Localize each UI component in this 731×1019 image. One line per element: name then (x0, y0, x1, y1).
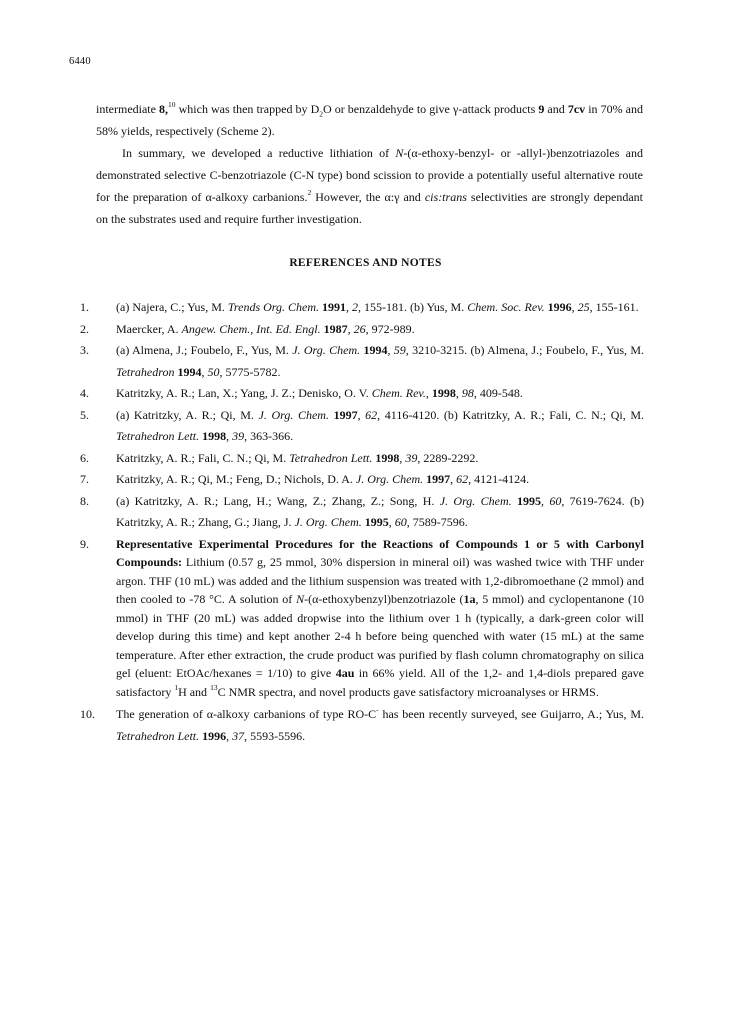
body-text (96, 98, 643, 230)
reference-item: 1. (a) Najera, C.; Yus, M. Trends Org. Chem. 1991, 2, 155-181. (b) Yus, M. Chem. Soc. Rev. 1996, 25, 155-161. (80, 300, 639, 314)
reference-item: 8. (a) Katritzky, A. R.; Lang, H.; Wang, Z.; Zhang, Z.; Song, H. J. Org. Chem. 1995, 60, 7619-7624. (b) Katritzky, A. R.; Zhang, G.; Jiang, J. J. Org. Chem. 1995, 60, 7589-7596. (80, 493, 645, 529)
reference-item: 5. (a) Katritzky, A. R.; Qi, M. J. Org. Chem. 1997, 62, 4116-4120. (b) Katritzky, A. R.; Fali, C. N.; Qi, M. Tetrahedron Lett. 1998, 39, 363-366. (80, 407, 645, 443)
reference-item: 6. Katritzky, A. R.; Fali, C. N.; Qi, M. Tetrahedron Lett. 1998, 39, 2289-2292. (80, 450, 479, 465)
reference-item: 2. Maercker, A. Angew. Chem., Int. Ed. Engl. 1987, 26, 972-989. (80, 321, 415, 336)
references-heading: REFERENCES AND NOTES (289, 257, 442, 269)
reference-item: 7. Katritzky, A. R.; Qi, M.; Feng, D.; Nichols, D. A. J. Org. Chem. 1997, 62, 4121-4124. (80, 472, 530, 486)
paragraph-2: In summary, we developed a reductive lithiation of N-(α-ethoxy-benzyl- or -allyl-)benzotriazoles and demonstrated selective C-benzotriazole (C-N type) bond scission to provide a potentially useful alternative route for the preparation of α-alkoxy carbanions.$^2$ However, the α:γ and cis:trans selectivities are strongly dependant on the substrates used and require further investigation. (96, 146, 643, 226)
reference-item: 9. Representative Experimental Procedures for the Reactions of Compounds 1 or 5 with Carbonyl Compounds: Lithium (0.57 g, 25 mmol, 30% dispersion in mineral oil) was washed twice with THF under argon. THF (10 mL) was added and the lithium suspension was treated with 1,2-dibromoethane (2 mmol) and then cooled to -78 °C. A solution of N-(α-ethoxybenzyl)benzotriazole (1a, 5 mmol) and cyclopentanone (10 mmol) in THF (20 mL) was added dropwise into the lithium over 1 h (typically, a dark-green color will develop during this time) and kept another 2-4 h before being quenched with water (15 mL) at the same temperature. After ether extraction, the crude product was purified by flash column chromatography on silica gel (eluent: EtOAc/hexanes = 1/10) to give 4au in 66% yield. All of the 1,2- and 1,4-diols prepared gave satisfactory $^1$H and $^{13}$C NMR spectra, and novel products gave satisfactory microanalyses or HRMS. (80, 536, 645, 699)
references-list (80, 297, 644, 747)
paragraph-1: intermediate 8,10 which was then trapped by $D_2O$ or benzaldehyde to give γ-attack products 9 and 7cv in 70% and 58% yields, respectively (Scheme 2). (96, 100, 644, 138)
reference-item: 4. Katritzky, A. R.; Lan, X.; Yang, J. Z.; Denisko, O. V. Chem. Rev., 1998, 98, 409-548. (80, 386, 523, 400)
reference-item: 3. (a) Almena, J.; Foubelo, F., Yus, M. J. Org. Chem. 1994, 59, 3210-3215. (b) Almena, J.; Foubelo, F., Yus, M. Tetrahedron 1994, 50, 5775-5782. (80, 343, 645, 379)
reference-item: 10. The generation of α-alkoxy carbanions of type RO-C- has been recently surveyed, see Guijarro, A.; Yus, M. Tetrahedron Lett. 1996, 37, 5593-5596. (80, 705, 645, 743)
page-number: 6440 (69, 56, 91, 67)
